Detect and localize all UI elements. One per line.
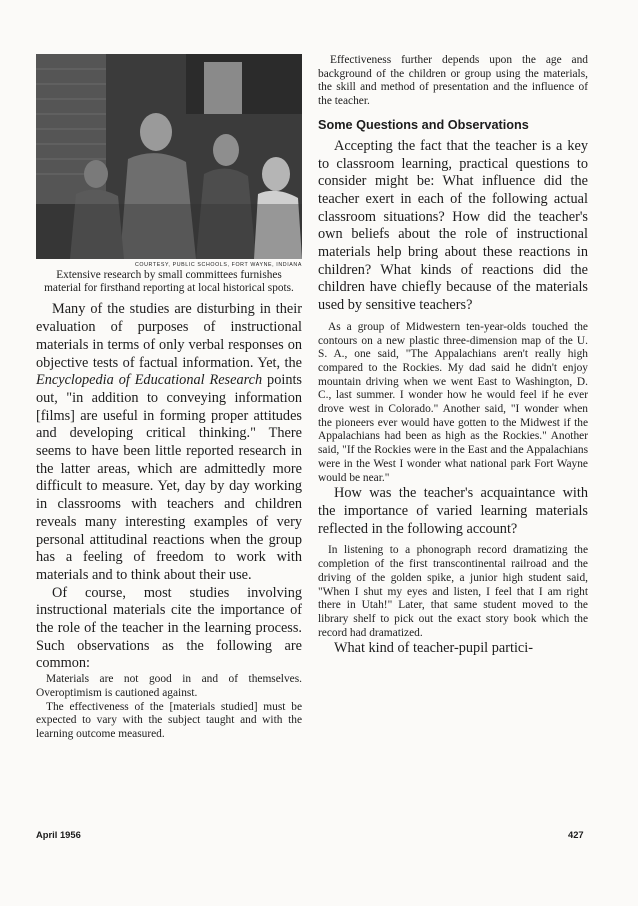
- left-paragraph-2: Of course, most studies involving instructional materials cite the importance of the role of the teacher in the learning process. Such observations as the following are common:: [36, 584, 302, 672]
- right-paragraph-3: What kind of teacher-pupil partici-: [334, 640, 533, 657]
- left-quote-1: Materials are not good in and of themselves. Overoptimism is cautioned against.: [36, 673, 302, 699]
- photo-caption: Extensive research by small committees furnishes material for firsthand reporting at local historical spots.: [44, 269, 294, 295]
- footer-date: April 1956: [36, 829, 81, 840]
- example-record: In listening to a phonograph record dramatizing the completion of the first transcontinental railroad and the driving of the golden spike, a junior high student said, "When I shut my eyes and listen, I feel that I am right there in Utah!" Later, that same student moved to the library shelf to pick out the exact story book which the record had dramatized.: [318, 544, 588, 639]
- left-quote-2: The effectiveness of the [materials studied] must be expected to vary with the subject taught and with the learning outcome measured.: [36, 700, 302, 740]
- example-map: As a group of Midwestern ten-year-olds touched the contours on a new plastic three-dimension map of the U. S. A., one said, "The Appalachians aren't really high compared to the Rockies. My dad said he didn't enjoy mountain driving when we went East to Washington, D. C., last summer. I wonder how he would feel if he ever drove west in Colorado." Another said, "I wonder when the pioneers ever would have gotten to the Midwest if the Appalachians had been as high as the Rockies." Another said, "If the Rockies were in the East and the Appalachians were in the West I wonder what national park Fort Wayne would be near.": [318, 320, 588, 484]
- right-column: [318, 54, 588, 658]
- encyclopedia-title: Encyclopedia of Educational Research: [36, 372, 263, 389]
- section-heading: Some Questions and Observations: [318, 117, 529, 132]
- right-paragraph-1: Accepting the fact that the teacher is a key to classroom learning, practical questions to consider might be: What influence did the teacher exert in each of the following actual classroom situations? How did the teacher's own beliefs about the role of instructional materials help bring about these reactions in children? What kinds of reactions did the children have chiefly because of the materials used by sensitive teachers?: [318, 137, 588, 314]
- left-paragraph-1: Many of the studies are disturbing in their evaluation of purposes of instructional materials in terms of only verbal responses on objective tests of factual information. Yet, the Encyclopedia of Educational Research points out, "in addition to conveying information [films] are useful in forming proper attitudes and developing critical thinking." There seems to have been little reported research in the latter areas, which are admittedly more difficult to measure. Yet, day by day working in classrooms with teachers and children reveals many interesting examples of very personal attitudinal reactions when the group has a feeling of freedom to work with materials and to think about their use.: [36, 301, 303, 583]
- right-paragraph-2: How was the teacher's acquaintance with the importance of varied learning materials reflected in the following account?: [318, 485, 588, 537]
- photo-credit: COURTESY, PUBLIC SCHOOLS, FORT WAYNE, INDIANA: [134, 262, 302, 268]
- right-intro: Effectiveness further depends upon the age and background of the children or group using the materials, the skill and method of presentation and the influence of the teacher.: [318, 54, 588, 108]
- page-number: 427: [568, 829, 584, 840]
- classroom-photo: [36, 54, 302, 259]
- photo-illustration: [36, 54, 302, 259]
- left-column: [36, 54, 302, 742]
